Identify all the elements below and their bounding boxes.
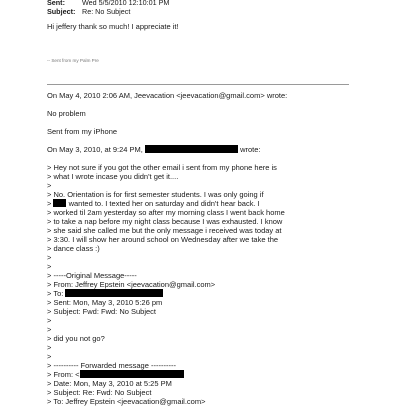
quoted-line: > No. Orientation is for first semester students. I was only going if: [47, 190, 264, 199]
reply-signature: -- Sent from my Palm Pre: [47, 58, 99, 63]
subject-row: [47, 7, 130, 16]
quoted-line: > she said she called me but the only message i received was today at: [47, 226, 282, 235]
quoted-text: wanted to. I texted her on saturday and didn't hear back. I: [68, 199, 260, 208]
quoted-line: > Date: Mon, May 3, 2010 at 5:25 PM: [47, 379, 172, 388]
attribution2-prefix: On May 3, 2010, at 9:24 PM,: [47, 145, 143, 154]
quoted-line-from: [47, 370, 184, 379]
subject-label: Subject:: [47, 7, 76, 16]
quoted-line: > dance class :): [47, 244, 100, 253]
subject-value: Re: No Subject: [82, 7, 131, 16]
sent-from-iphone: Sent from my iPhone: [47, 127, 118, 136]
from-label: > From: <: [47, 370, 80, 379]
sent-label: Sent:: [47, 0, 65, 7]
quoted-line: >: [47, 325, 52, 334]
no-problem-text: No problem: [47, 109, 86, 118]
quoted-line: > ---------- Forwarded message ----------: [47, 361, 176, 370]
quoted-line: >: [47, 343, 52, 352]
divider: [47, 84, 349, 85]
quoted-line-to: [47, 289, 163, 298]
sent-row: [47, 0, 169, 7]
quoted-line: > Sent: Mon, May 3, 2010 5:26 pm: [47, 298, 163, 307]
redaction-box: [80, 370, 184, 378]
quoted-line: > From: Jeffrey Epstein <jeevacation@gmail.com>: [47, 280, 216, 289]
quoted-line: > what I wrote incase you didn't get it....: [47, 172, 179, 181]
quoted-line: > 3:30. I will show her around school on Wednesday after we take the: [47, 235, 279, 244]
quote-attribution-2: [47, 145, 261, 154]
quote-attribution: On May 4, 2010 2:06 AM, Jeevacation <jeevacation@gmail.com> wrote:: [47, 91, 288, 100]
to-label: > To:: [47, 289, 64, 298]
quoted-line: > Hey not sure if you got the other email i sent from my phone here is: [47, 163, 277, 172]
redaction-box: [145, 145, 238, 153]
quoted-line: > Subject: Re: Fwd: No Subject: [47, 388, 152, 397]
redaction-box: [53, 199, 66, 207]
quoted-line: > Subject: Fwd: Fwd: No Subject: [47, 307, 157, 316]
quoted-line: >: [47, 316, 52, 325]
quote-marker: >: [47, 199, 52, 208]
quoted-line: > did you not go?: [47, 334, 105, 343]
quoted-line: >: [47, 262, 52, 271]
quoted-line-redacted: [47, 199, 260, 208]
redaction-box: [65, 289, 163, 297]
quoted-line: >: [47, 253, 52, 262]
quoted-line: >: [47, 181, 52, 190]
quoted-line: > worked til 2am yesterday so after my morning class I went back home: [47, 208, 285, 217]
quoted-line: >: [47, 352, 52, 361]
quoted-line-cut: > To: Jeffrey Epstein <jeevacation@gmail.com>: [47, 397, 206, 406]
attribution2-suffix: wrote:: [240, 145, 261, 154]
reply-body: Hi jeffery thank so much! I appreciate it!: [47, 22, 179, 31]
quoted-line: > to take a nap before my night class because I was exhausted. I know: [47, 217, 283, 226]
sent-value: Wed 5/5/2010 12:10:01 PM: [82, 0, 170, 7]
quoted-line: > -----Original Message-----: [47, 271, 137, 280]
